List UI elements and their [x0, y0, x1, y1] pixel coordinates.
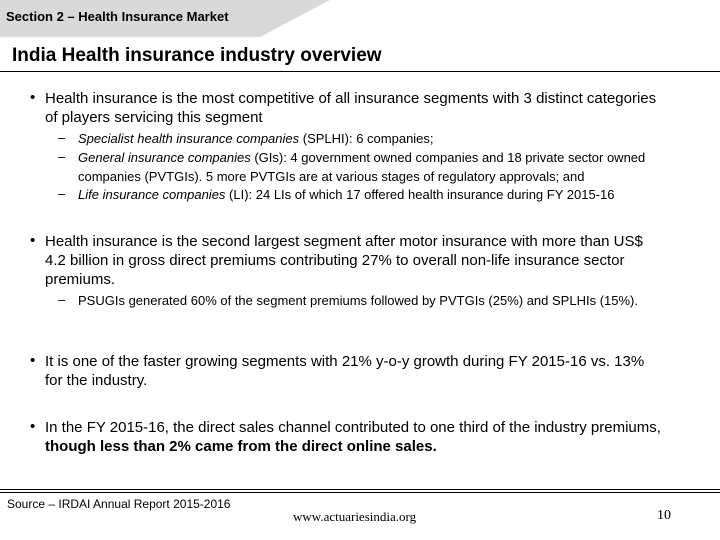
title-divider: [0, 71, 720, 72]
sub-bullet-term: Life insurance companies: [78, 187, 226, 202]
sub-bullet-1-2: [78, 149, 678, 186]
sub-bullet-text: PSUGIs generated 60% of the segment premiums followed by PVTGIs (25%) and SPLHIs (15%).: [78, 293, 638, 308]
sub-bullet-1-3: [78, 186, 678, 205]
bullet-3: It is one of the faster growing segments with 21% y-o-y growth during FY 2015-16 vs. 13% for the industry.: [45, 353, 645, 389]
page-number: 10: [657, 508, 671, 523]
sub-bullet-term: General insurance companies: [78, 150, 251, 165]
bullet-4: [45, 418, 665, 456]
footer-url: www.actuariesindia.org: [293, 509, 417, 524]
bullet-2: Health insurance is the second largest segment after motor insurance with more than US$ 4.2 billion in gross direct premiums contributing 27% to overall non-life insurance sector premiums.: [45, 233, 643, 288]
bullet-1: Health insurance is the most competitive of all insurance segments with 3 distinct categories of players servicing this segment: [45, 90, 657, 126]
footer-divider: [0, 489, 720, 490]
bullet-emphasis: though less than 2% came from the direct online sales.: [45, 438, 437, 455]
sub-bullet-2-1: [78, 292, 678, 311]
footer-divider: [0, 492, 720, 493]
dash-icon: –: [58, 292, 66, 307]
dash-icon: –: [58, 130, 66, 145]
sub-bullet-text: (GIs): 4 government owned companies and 18 private sector owned companies (PVTGIs). 5 more PVTGIs are at various stages of regulatory approvals; and: [78, 150, 646, 184]
source-note: Source – IRDAI Annual Report 2015-2016: [7, 497, 231, 511]
bullet-text: In the FY 2015-16, the direct sales channel contributed to one third of the industry premiums,: [45, 419, 661, 436]
bullet-icon: •: [30, 352, 36, 369]
bullet-icon: •: [30, 89, 36, 106]
page-title: India Health insurance industry overview: [12, 45, 382, 66]
dash-icon: –: [58, 149, 66, 164]
sub-bullet-text: (SPLHI): 6 companies;: [299, 131, 434, 146]
sub-bullet-text: (LI): 24 LIs of which 17 offered health insurance during FY 2015-16: [225, 187, 615, 202]
section-title: Section 2 – Health Insurance Market: [6, 9, 229, 24]
bullet-icon: •: [30, 418, 36, 435]
sub-bullet-term: Specialist health insurance companies: [78, 131, 300, 146]
sub-bullet-1-1: [78, 130, 678, 149]
bullet-icon: •: [30, 232, 36, 249]
dash-icon: –: [58, 186, 66, 201]
